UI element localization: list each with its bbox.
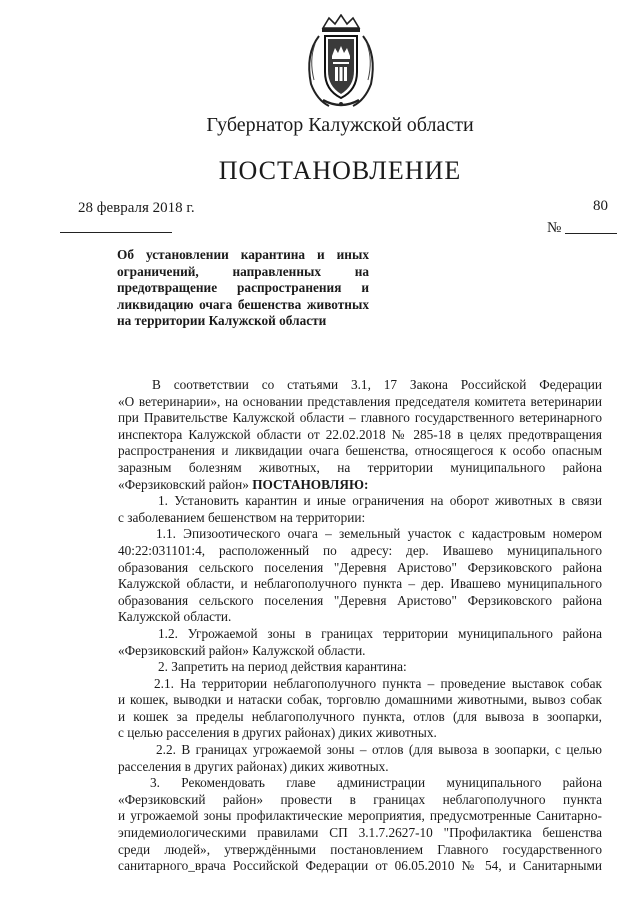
item-2-1-line: 2.1. На территории неблагополучного пункта – проведение выставок собак <box>154 675 602 691</box>
item-3-line: 3. Рекомендовать главе администрации муниципального района <box>150 775 602 791</box>
item-2-1-line: и кошек за пределы неблагополучного пункта, отлов (для вывоза в зоопарки, <box>118 708 602 724</box>
document-subject <box>117 247 369 330</box>
item-1-1-line: Калужской области. <box>118 609 232 625</box>
preamble-line: В соответствии со статьями 3.1, 17 Закона Российской Федерации <box>152 377 602 392</box>
item-3-line: среди людей», утверждёнными постановлением Главного государственного <box>118 841 602 857</box>
item-3-line: эпидемиологическими правилами СП 3.1.7.2627-10 "Профилактика бешенства <box>118 825 602 841</box>
subject-line: ограничений, направленных на <box>117 263 369 279</box>
preamble-line: «О ветеринарии», на основании представления председателя комитета ветеринарии <box>118 393 602 409</box>
issuing-authority: Губернатор Калужской области <box>206 114 474 136</box>
decree-word: ПОСТАНОВЛЯЮ: <box>252 476 369 492</box>
item-1-2-line: «Ферзиковский район» Калужской области. <box>118 642 366 658</box>
document-number: 80 <box>593 198 608 214</box>
item-3-line: «Ферзиковский район» провести в границах неблагополучного пункта <box>118 791 602 807</box>
item-1-1-line: образования сельского поселения "Деревня Аристово" Ферзиковского района <box>118 559 602 575</box>
item-3-line: санитарного_врача Российской Федерации от 06.05.2010 № 54, и Санитарными <box>118 858 602 874</box>
preamble-line-text: «Ферзиковский район» <box>118 476 253 492</box>
item-1-1-line: 1.1. Эпизоотического очага – земельный участок с кадастровым номером <box>156 526 602 542</box>
number-label: № <box>547 220 562 236</box>
item-1-line: 1. Установить карантин и иные ограничения на оборот животных в связи <box>158 493 602 509</box>
item-1-2-line: 1.2. Угрожаемой зоны в границах территории муниципального района <box>158 625 602 641</box>
item-2-line: 2. Запретить на период действия карантина: <box>158 659 407 675</box>
item-3-line: и угрожаемой зоны профилактические мероприятия, предусмотренные Санитарно- <box>118 808 602 824</box>
preamble-final-line <box>118 477 602 494</box>
subject-line: предотвращение распространения и <box>117 280 369 296</box>
preamble-line: инспектора Калужской области от 22.02.2018 № 285-18 в целях предотвращения <box>118 426 602 442</box>
item-2-1-line: с целью расселения в других районах) диких животных. <box>118 725 437 741</box>
subject-line: ликвидацию очага бешенства животных <box>117 296 369 312</box>
item-2-1-line: и кошек, выводки и натаски собак, торговлю домашними животными, вывоз собак <box>118 692 602 708</box>
item-2-2-line: расселения в других районах) диких животных. <box>118 758 389 774</box>
subject-line: Об установлении карантина и иных <box>117 247 369 262</box>
item-1-1-line: 40:22:031101:4, расположенный по адресу: дер. Ивашево муниципального <box>118 542 602 558</box>
subject-line: на территории Калужской области <box>117 313 327 329</box>
number-underline <box>565 233 617 234</box>
preamble-line: заразным болезням животных, на территории муниципального района <box>118 459 602 475</box>
document-body <box>118 377 602 875</box>
item-1-1-line: Калужской области, и неблагополучного пункта – дер. Ивашево муниципального <box>118 576 602 592</box>
date-underline <box>60 232 172 233</box>
item-1-1-line: образования сельского поселения "Деревня Аристово" Ферзиковского района <box>118 592 602 608</box>
document-type-title: ПОСТАНОВЛЕНИЕ <box>218 156 462 185</box>
item-2-2-line: 2.2. В границах угрожаемой зоны – отлов (для вывоза в зоопарки, с целью <box>156 742 602 758</box>
document-date: 28 февраля 2018 г. <box>78 200 195 216</box>
preamble-line: при Правительстве Калужской области – главного государственного ветеринарного <box>118 410 602 426</box>
coat-of-arms-emblem <box>299 14 383 112</box>
preamble-line: распространения и ликвидации очага бешенства, относящегося к особо опасным <box>118 443 602 459</box>
item-1-line: с заболеванием бешенством на территории: <box>118 509 366 525</box>
